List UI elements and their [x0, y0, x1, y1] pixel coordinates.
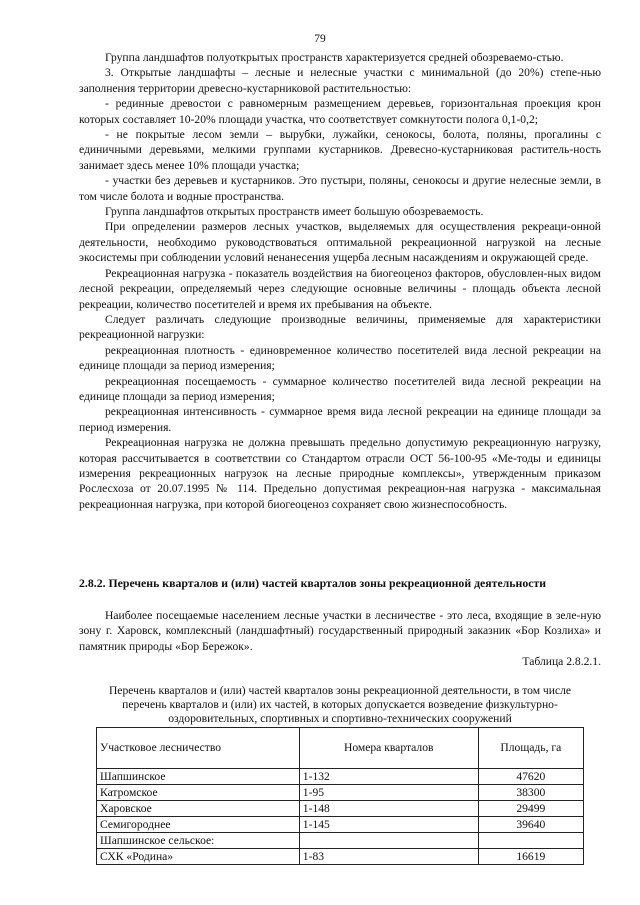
cell-quarters: 1-95: [299, 785, 478, 801]
paragraph: - не покрытые лесом земли – вырубки, лужайки, сенокосы, болота, поляны, прогалины с единичными деревьями, мелкими группами кустарников. Древесно-кустарниковая раститель-ность занимает здесь менее 10% площади участка;: [79, 128, 601, 172]
section-heading: 2.8.2. Перечень кварталов и (или) частей кварталов зоны рекреационной деятельности: [79, 576, 547, 590]
cell-area: 47620: [478, 769, 583, 785]
cell-forestry: СХК «Родина»: [97, 849, 300, 865]
cell-forestry: Харовское: [97, 801, 300, 817]
page-number: 79: [314, 33, 326, 45]
cell-quarters: 1-148: [299, 801, 478, 817]
cell-area: 29499: [478, 801, 583, 817]
cell-area: [478, 833, 583, 849]
paragraph: Рекреационная нагрузка не должна превышать предельно допустимую рекреационную нагрузку, которая рассчитывается в соответствии со Стандартом отрасли ОСТ 56-100-95 «Ме-тоды и единицы измерения рекреационных нагрузок на лесные природные комплексы», утвержденным приказом Рослесхоза от 20.07.1995 № 114. Предельно допустимая рекреацион-ная нагрузка - максимальная рекреационная нагрузка, при которой биогеоценоз сохраняет свою жизнеспособность.: [79, 436, 601, 511]
paragraph: рекреационная интенсивность - суммарное время вида лесной рекреации на единице площади за период измерения.: [79, 405, 601, 434]
cell-forestry: Шапшинское сельское:: [97, 833, 300, 849]
cell-forestry: Шапшинское: [97, 769, 300, 785]
paragraph: Рекреационная нагрузка - показатель воздействия на биогеоценоз факторов, обусловлен-ных видом лесной рекреации, определяемый через следующие основные величины - площадь объекта лесной рекреации, количество посетителей и время их пребывания на объекте.: [79, 266, 601, 311]
table-row: [97, 849, 584, 865]
cell-area: 16619: [478, 849, 583, 865]
paragraph: При определении размеров лесных участков, выделяемых для осуществления рекреаци-онной деятельности, необходимо руководствоваться оптимальной рекреационной нагрузкой на лесные экосистемы при соблюдении условий ненанесения ущерба лесным насаждениям и окружающей среде.: [79, 220, 601, 265]
header-quarters: Номера кварталов: [299, 728, 478, 769]
cell-quarters: 1-83: [299, 849, 478, 865]
cell-quarters: 1-132: [299, 769, 478, 785]
body-text: [79, 50, 601, 512]
table-row: [97, 833, 584, 849]
table-title: [79, 684, 601, 727]
paragraph: - рединные древостои с равномерным размещением деревьев, горизонтальная проекция крон которых составляет 10-20% площади участка, что соответствует сомкнутости полога 0,1-0,2;: [79, 97, 601, 126]
cell-quarters: [299, 833, 478, 849]
table-row: [97, 817, 584, 833]
cell-area: 39640: [478, 817, 583, 833]
paragraph: Следует различать следующие производные величины, применяемые для характеристики рекреационной нагрузки:: [79, 312, 601, 342]
header-area: Площадь, га: [478, 728, 583, 769]
cell-forestry: Семигороднее: [97, 817, 300, 833]
cell-area: 38300: [478, 785, 583, 801]
paragraph: 3. Открытые ландшафты – лесные и нелесные участки с минимальной (до 20%) степе-нью заполнения территории древесно-кустарниковой растительностью:: [79, 66, 601, 95]
cell-forestry: Катромское: [97, 785, 300, 801]
table-row: [97, 801, 584, 817]
table-header-row: [97, 728, 584, 769]
paragraph: Группа ландшафтов полуоткрытых пространств характеризуется средней обозреваемо-стью.: [105, 51, 564, 64]
quarters-table: [96, 727, 584, 865]
section-intro: [79, 608, 601, 654]
table-label: Таблица 2.8.2.1.: [522, 655, 601, 668]
intro-paragraph: Наиболее посещаемые населением лесные участки в лесничестве - это леса, входящие в зеле-ную зону г. Харовск, комплексный (ландшафтный) государственный природный заказник «Бор Козлиха» и памятник природы «Бор Бережок».: [79, 609, 601, 653]
cell-quarters: 1-145: [299, 817, 478, 833]
table-title-line: Перечень кварталов и (или) частей кварталов зоны рекреационной деятельности, в том числе: [108, 684, 572, 697]
header-forestry: Участковое лесничество: [97, 728, 300, 769]
table-title-line: оздоровительных, спортивных и спортивно-технических сооружений: [168, 712, 512, 726]
paragraph: рекреационная плотность - единовременное количество посетителей вида лесной рекреации на единице площади за период измерения;: [79, 343, 601, 373]
table-row: [97, 785, 584, 801]
table-row: [97, 769, 584, 785]
paragraph: рекреационная посещаемость - суммарное количество посетителей вида лесной рекреации на единице площади за период измерения;: [79, 374, 601, 403]
table-title-line: перечень кварталов и (или) их частей, в которых допускается возведение физкультурно-: [122, 698, 558, 712]
paragraph: Группа ландшафтов открытых пространств имеет большую обозреваемость.: [105, 205, 484, 219]
paragraph: - участки без деревьев и кустарников. Это пустыри, поляны, сенокосы и другие нелесные земли, в том числе болота и водные пространства.: [79, 174, 601, 203]
